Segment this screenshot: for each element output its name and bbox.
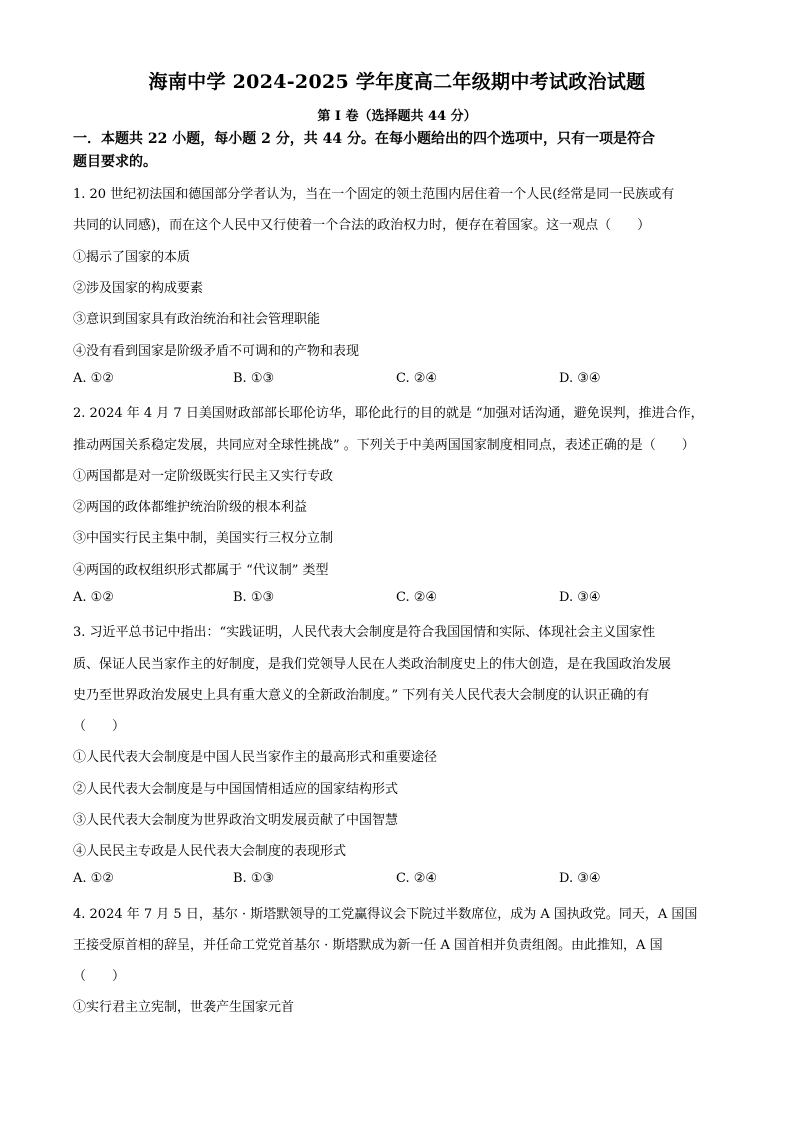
section-instructions-line-1: 一．本题共 22 小题，每小题 2 分，共 44 分。在每小题给出的四个选项中，只有一项是符合 <box>73 131 655 147</box>
section-instructions-line-2: 题目要求的。 <box>73 154 157 170</box>
page-title: 海南中学 2024-2025 学年度高二年级期中考试政治试题 <box>148 71 646 93</box>
question-1-options <box>73 371 733 389</box>
question-2-stem-line-2: 推动两国关系稳定发展，共同应对全球性挑战” 。下列关于中美两国国家制度相同点，表述正确的是（ ） <box>73 438 695 453</box>
question-1-stem-line-1: 1. 20 世纪初法国和德国部分学者认为，当在一个固定的领土范围内居住着一个人民(经常是同一民族或有 <box>73 187 675 202</box>
question-4-stem-line-2: 王接受原首相的辞呈，并任命工党党首基尔 · 斯塔默成为新一任 A 国首相并负责组阁。由此推知，A 国 <box>73 938 663 953</box>
question-1-item-1: ①揭示了国家的本质 <box>73 250 191 265</box>
question-1-item-2: ②涉及国家的构成要素 <box>73 281 204 296</box>
question-3-stem-line-1: 3. 习近平总书记中指出：“实践证明，人民代表大会制度是符合我国国情和实际、体现社会主义国家性 <box>73 625 656 640</box>
question-2-item-1: ①两国都是对一定阶级既实行民主又实行专政 <box>73 469 334 484</box>
question-4-stem-line-3: （ ） <box>73 969 126 984</box>
question-2-item-2: ②两国的政体都维护统治阶级的根本利益 <box>73 500 308 515</box>
question-3-stem-line-4: （ ） <box>73 719 126 734</box>
option-a[interactable]: A. ①② <box>73 371 114 386</box>
option-a[interactable]: A. ①② <box>73 590 114 605</box>
option-a[interactable]: A. ①② <box>73 871 114 886</box>
option-b[interactable]: B. ①③ <box>233 871 275 886</box>
question-2-stem-line-1: 2. 2024 年 4 月 7 日美国财政部部长耶伦访华，耶伦此行的目的就是 “加强对话沟通，避免误判，推进合作， <box>73 406 704 421</box>
option-d[interactable]: D. ③④ <box>559 590 601 605</box>
question-3-options <box>73 871 733 889</box>
option-b[interactable]: B. ①③ <box>233 590 275 605</box>
question-2-options <box>73 590 733 608</box>
question-3-stem-line-3: 史乃至世界政治发展史上具有重大意义的全新政治制度。” 下列有关人民代表大会制度的认识正确的有 <box>73 688 650 703</box>
question-4-item-1: ①实行君主立宪制，世袭产生国家元首 <box>73 1000 295 1015</box>
question-1-item-3: ③意识到国家具有政治统治和社会管理职能 <box>73 312 321 327</box>
option-c[interactable]: C. ②④ <box>396 590 438 605</box>
option-c[interactable]: C. ②④ <box>396 371 438 386</box>
question-1-stem-line-2: 共同的认同感)，而在这个人民中又行使着一个合法的政治权力时，便存在着国家。这一观点（ ） <box>73 218 651 233</box>
question-4-stem-line-1: 4. 2024 年 7 月 5 日，基尔 · 斯塔默领导的工党赢得议会下院过半数席位，成为 A 国执政党。同天，A 国国 <box>73 907 698 922</box>
section-instructions <box>73 128 733 174</box>
option-c[interactable]: C. ②④ <box>396 871 438 886</box>
question-3-stem-line-2: 质、保证人民当家作主的好制度，是我们党领导人民在人类政治制度史上的伟大创造，是在我国政治发展 <box>73 657 672 672</box>
question-3-item-3: ③人民代表大会制度为世界政治文明发展贡献了中国智慧 <box>73 813 399 828</box>
option-b[interactable]: B. ①③ <box>233 371 275 386</box>
question-3-item-4: ④人民民主专政是人民代表大会制度的表现形式 <box>73 844 347 859</box>
section-subtitle: 第 I 卷（选择题共 44 分） <box>317 109 477 124</box>
question-2-item-3: ③中国实行民主集中制，美国实行三权分立制 <box>73 531 334 546</box>
question-2-item-4: ④两国的政权组织形式都属于 “代议制” 类型 <box>73 563 329 578</box>
option-d[interactable]: D. ③④ <box>559 371 601 386</box>
option-d[interactable]: D. ③④ <box>559 871 601 886</box>
question-3-item-1: ①人民代表大会制度是中国人民当家作主的最高形式和重要途径 <box>73 750 438 765</box>
question-3-item-2: ②人民代表大会制度是与中国国情相适应的国家结构形式 <box>73 782 399 797</box>
question-1-item-4: ④没有看到国家是阶级矛盾不可调和的产物和表现 <box>73 344 360 359</box>
